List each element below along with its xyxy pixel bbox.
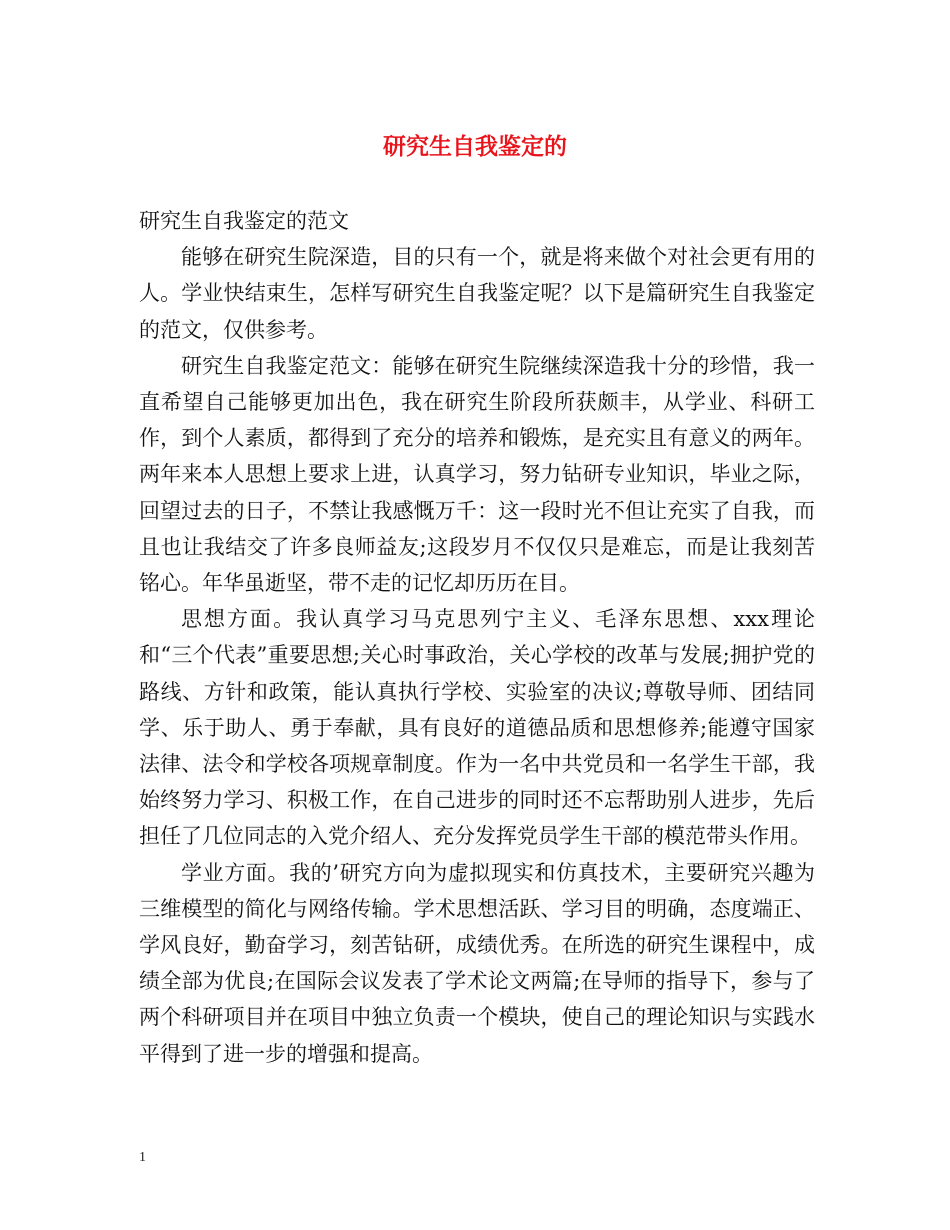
paragraph-summary: 研究生自我鉴定范文：能够在研究生院继续深造我十分的珍惜，我一直希望自己能够更加出色，我在研究生阶段所获颇丰，从学业、科研工作，到个人素质，都得到了充分的培养和锻炼，是充实且有意义的两年。两年来本人思想上要求上进，认真学习，努力钻研专业知识，毕业之际，回望过去的日子，不禁让我感慨万千：这一段时光不但让充实了自我，而且也让我结交了许多良师益友;这段岁月不仅仅只是难忘，而是让我刻苦铭心。年华虽逝坚，带不走的记忆却历历在目。 (139, 353, 815, 596)
paragraph-ideology: 思想方面。我认真学习马克思列宁主义、毛泽东思想、xxx理论和“三个代表”重要思想;关心时事政治，关心学校的改革与发展;拥护党的路线、方针和政策，能认真执行学校、实验室的决议;尊敬导师、团结同学、乐于助人、勇于奉献，具有良好的道德品质和思想修养;能遵守国家法律、法令和学校各项规章制度。作为一名中共党员和一名学生干部，我始终努力学习、积极工作，在自己进步的同时还不忘帮助别人进步，先后担任了几位同志的入党介绍人、充分发挥党员学生干部的模范带头作用。 (139, 607, 815, 849)
paragraph-academics: 学业方面。我的’研究方向为虚拟现实和仿真技术，主要研究兴趣为三维模型的简化与网络传输。学术思想活跃、学习目的明确，态度端正、学风良好，勤奋学习，刻苦钻研，成绩优秀。在所选的研究生课程中，成绩全部为优良;在国际会议发表了学术论文两篇;在导师的指导下，参与了两个科研项目并在项目中独立负责一个模块，使自己的理论知识与实践水平得到了进一步的增强和提高。 (139, 860, 815, 1066)
document-body (139, 203, 815, 1072)
paragraph-intro: 能够在研究生院深造，目的只有一个，就是将来做个对社会更有用的人。学业快结束生，怎样写研究生自我鉴定呢？以下是篇研究生自我鉴定的范文，仅供参考。 (139, 245, 815, 342)
document-title: 研究生自我鉴定的 (383, 133, 567, 160)
page-number: 1 (139, 1150, 146, 1165)
document-subtitle: 研究生自我鉴定的范文 (139, 209, 349, 233)
